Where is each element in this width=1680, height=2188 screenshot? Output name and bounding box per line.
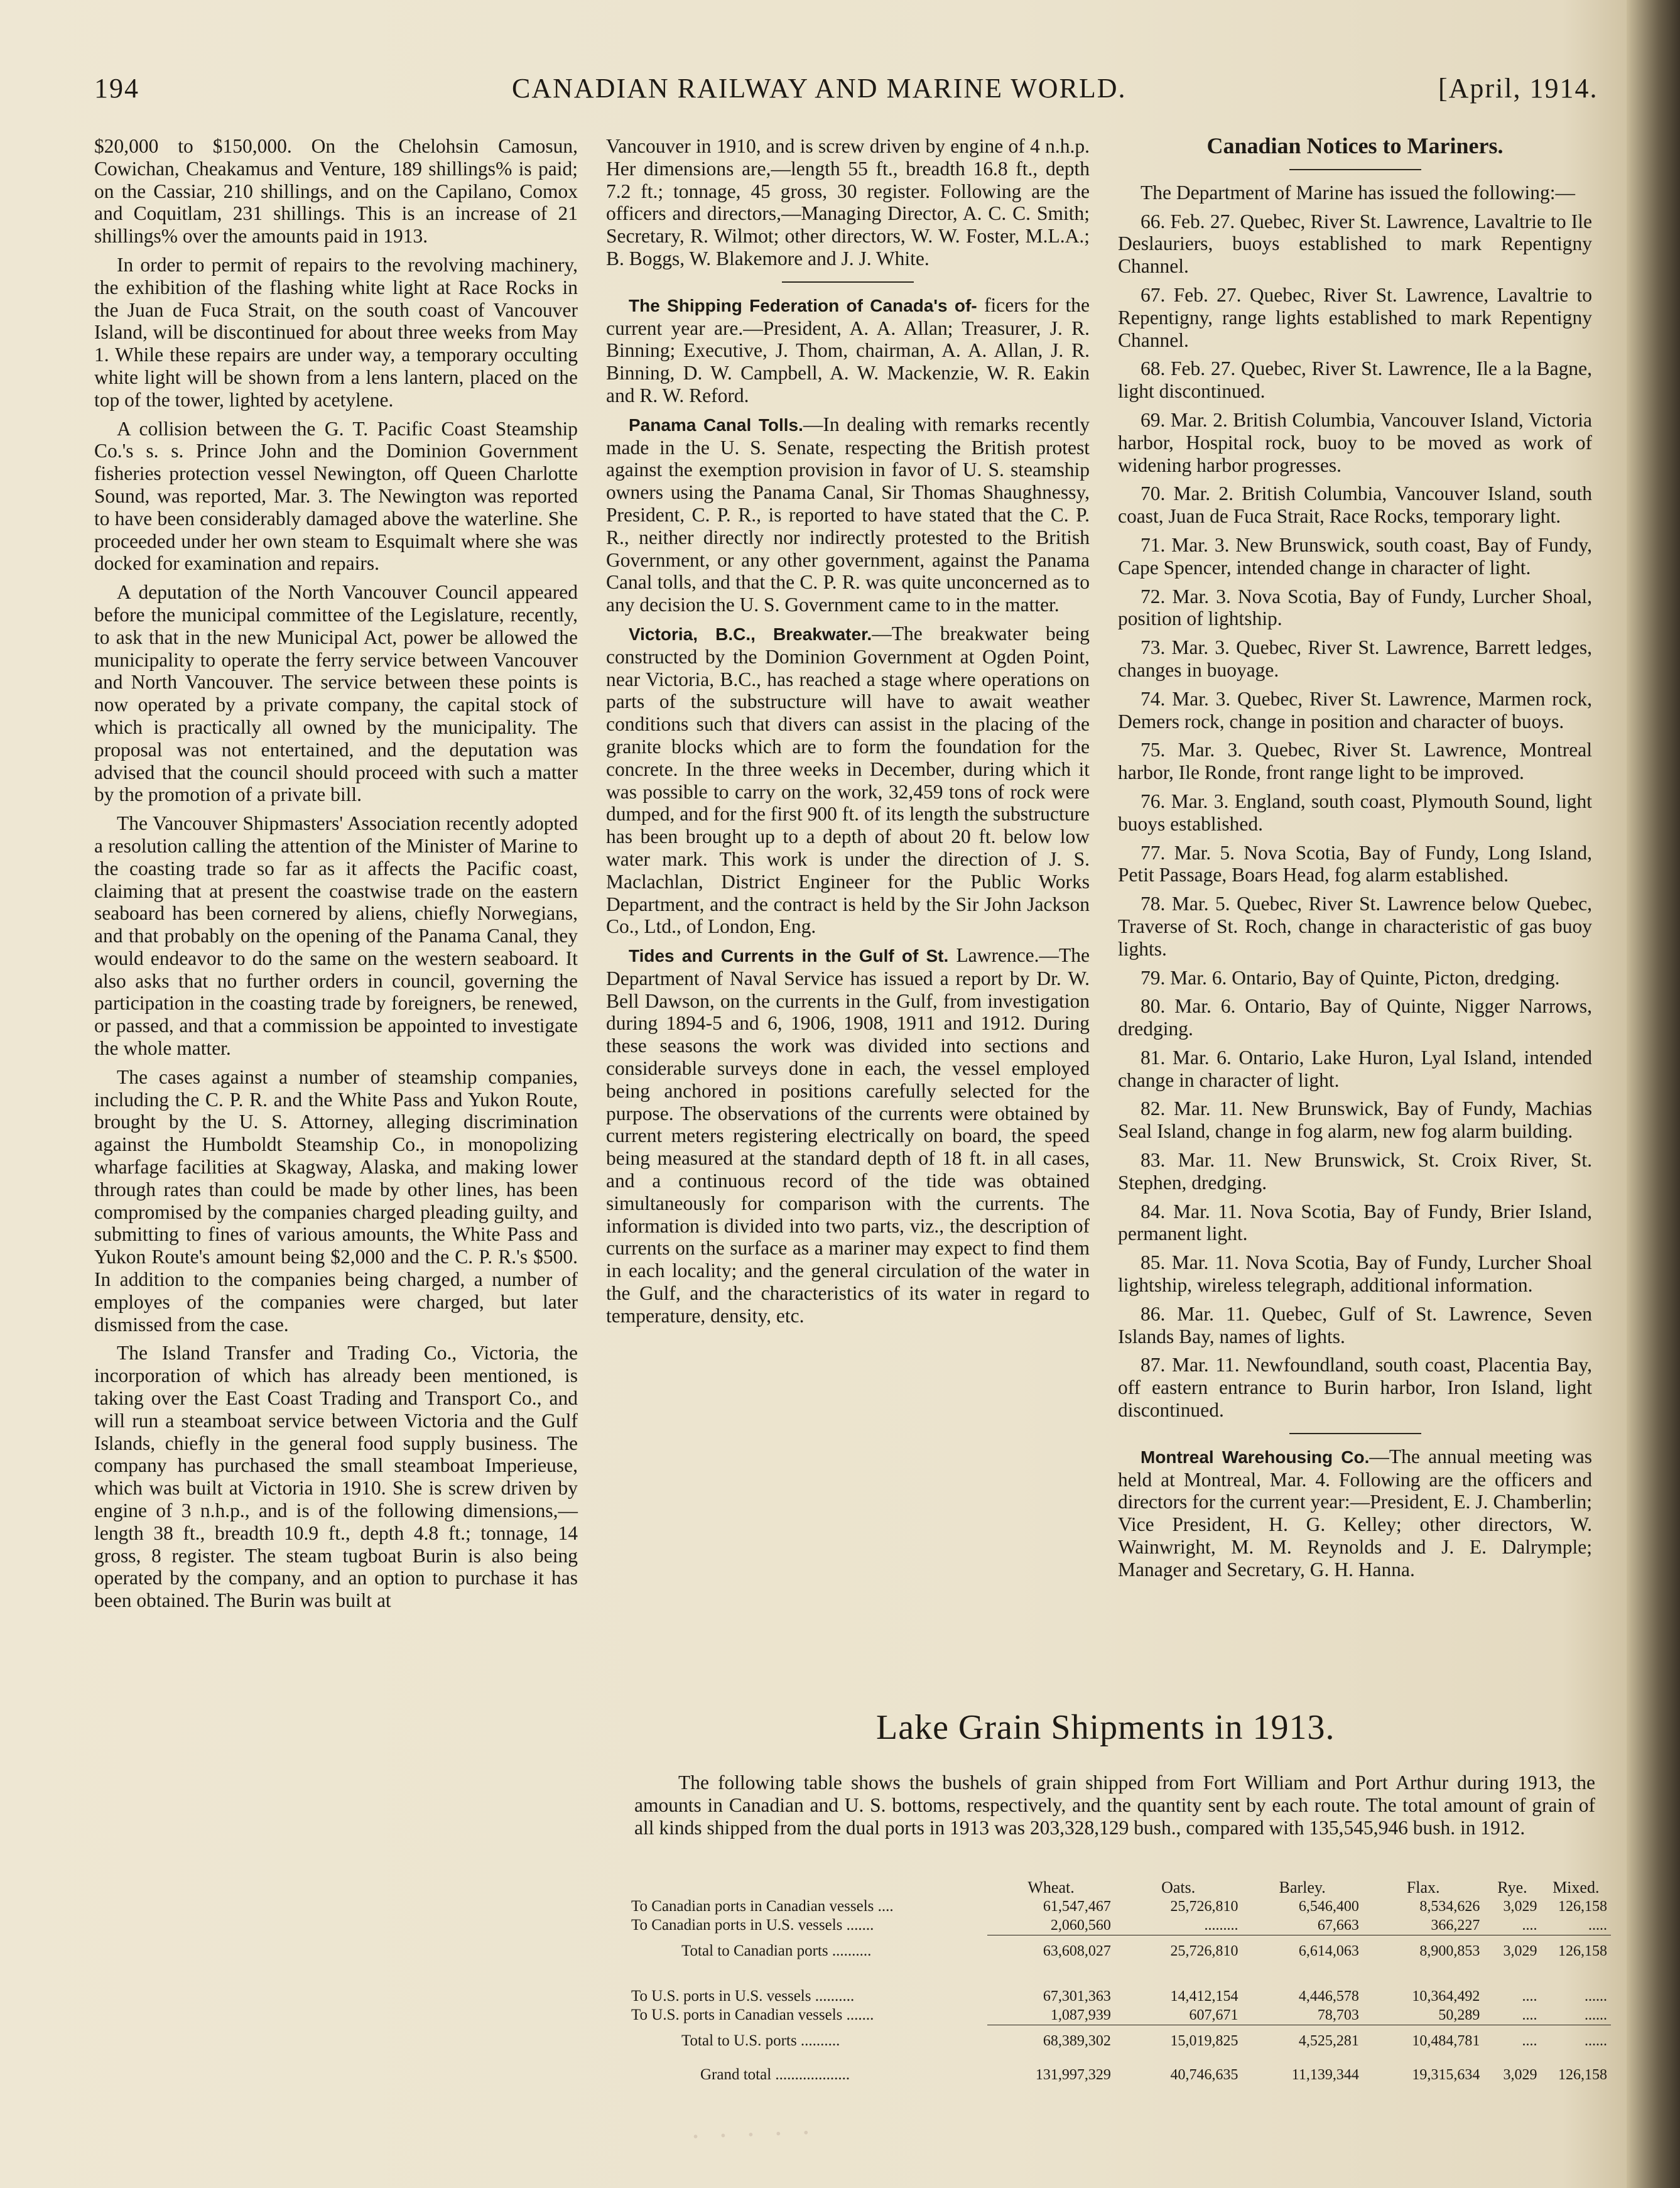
table-row	[631, 1987, 1611, 2006]
table-cell: 10,364,492	[1412, 1988, 1480, 2005]
table-cell: 131,997,329	[1035, 2067, 1111, 2083]
notice-item: 68. Feb. 27. Quebec, River St. Lawrence, Ile a la Bagne, light discontinued.	[1118, 357, 1592, 403]
paragraph: The Island Transfer and Trading Co., Victoria, the incorporation of which has already been mentioned, is taking over the East Coast Trading and Transport Co., and will run a steamboat service between Victoria and the Gulf Islands, chiefly in the general food supply business. The company has purchased the small steamboat Imperieuse, which was built at Victoria in 1910. She is screw driven by engine of 3 n.h.p., and is of the following dimensions,—length 38 ft., breadth 10.9 ft., depth 4.8 ft.; tonnage, 14 gross, 8 register. The steam tugboat Burin is also being operated by the company, and an option to purchase it has been obtained. The Burin was built at	[94, 1342, 578, 1612]
row-label: Total to Canadian ports ..........	[681, 1942, 872, 1959]
table-cell: 126,158	[1558, 1943, 1607, 1959]
table-cell: 19,315,634	[1412, 2067, 1480, 2083]
table-row	[631, 1916, 1611, 1935]
table-cell: ......	[1585, 2033, 1607, 2049]
notice-item: 81. Mar. 6. Ontario, Lake Huron, Lyal Island, intended change in character of light.	[1118, 1046, 1592, 1091]
table-cell: 1,087,939	[987, 2006, 1115, 2025]
table-cell: .....	[1541, 1916, 1611, 1935]
tides-paragraph: Tides and Currents in the Gulf of St. Lawrence.—The Department of Naval Service has issued a report by Dr. W. Bell Dawson, on the currents in the Gulf, from investigation during 1894-5 and 6, 1906, 1908, 1911 and 1912. During these seasons the work was divided into sections and considerable surveys done in each, the vessel employed being anchored in positions carefully selected for the purpose. The observations of the currents were obtained by current meters registering electrically on board, the speed being measured at the standard depth of 18 ft. in all cases, and a continuous record of the tide was obtained simultaneously for comparison with the currents. The information is divided into two parts, viz., the description of currents on the surface as a mariner may expect to find them in each locality; and the general circulation of the water in the Gulf, and the characteristics of its water in regard to temperature, density, etc.	[606, 944, 1090, 1327]
table-cell: 25,726,810	[1170, 1943, 1238, 1959]
notice-item: 86. Mar. 11. Quebec, Gulf of St. Lawrence, Seven Islands Bay, names of lights.	[1118, 1302, 1592, 1347]
panama-paragraph: Panama Canal Tolls.—In dealing with remarks recently made in the U. S. Senate, respecting the British protest against the exemption provision in favor of U. S. steamship owners using the Panama Canal, Sir Thomas Shaughnessy, President, C. P. R., is reported to have stated that the C. P. R., neither directly nor indirectly protested to the British Government, or any other government, against the Panama Canal tolls, and that the C. P. R. was quite unconcerned as to any decision the U. S. Government came to in the matter.	[606, 413, 1090, 616]
table-cell: 6,546,400	[1298, 1898, 1359, 1915]
table-cell: 25,726,810	[1170, 1898, 1238, 1915]
notice-item: 72. Mar. 3. Nova Scotia, Bay of Fundy, Lurcher Shoal, position of lightship.	[1118, 585, 1592, 630]
table-cell: 67,663	[1242, 1916, 1362, 1935]
table-cell: 8,534,626	[1419, 1898, 1480, 1915]
publication-title: CANADIAN RAILWAY AND MARINE WORLD.	[512, 73, 1127, 104]
table-cell: 4,446,578	[1298, 1988, 1359, 2005]
table-cell: 10,484,781	[1412, 2033, 1480, 2049]
table-cell: 63,608,027	[1043, 1943, 1111, 1959]
notice-item: 78. Mar. 5. Quebec, River St. Lawrence below Quebec, Traverse of St. Roch, change in characteristic of gas buoy lights.	[1118, 893, 1592, 960]
table-cell: 3,029	[1503, 1943, 1537, 1959]
paragraph: The cases against a number of steamship companies, including the C. P. R. and the White Pass and Yukon Route, brought by the U. S. Attorney, alleging discrimination against the Humboldt Steamship Co., in monopolizing wharfage facilities at Skagway, Alaska, and making lower through rates than could be made by other lines, has been compromised by the companies charged pleading guilty, and submitting to fines of various amounts, the White Pass and Yukon Route's amount being $2,000 and the C. P. R.'s $500. In addition to the companies being charged, a number of employes of the companies were charged, but later dismissed from the case.	[94, 1065, 578, 1336]
notice-item: 82. Mar. 11. New Brunswick, Bay of Fundy, Machias Seal Island, change in fog alarm, new fog alarm building.	[1118, 1097, 1592, 1143]
paragraph: Vancouver in 1910, and is screw driven by engine of 4 n.h.p. Her dimensions are,—length 55 ft., breadth 16.8 ft., depth 7.2 ft.; tonnage, 45 gross, 30 register. Following are the officers and directors,—Managing Director, A. C. C. Smith; Secretary, R. Wilmot; other directors, W. W. Foster, M.L.A.; B. Boggs, W. Blakemore and J. J. White.	[606, 135, 1090, 269]
grain-table	[631, 1878, 1611, 2093]
notice-item: 77. Mar. 5. Nova Scotia, Bay of Fundy, Long Island, Petit Passage, Boars Head, fog alarm established.	[1118, 841, 1592, 886]
paragraph: A collision between the G. T. Pacific Coast Steamship Co.'s s. s. Prince John and the Dominion Government fisheries protection vessel Newington, off Queen Charlotte Sound, was reported, Mar. 3. The Newington was reported to have been considerably damaged above the waterline. She proceeded under her own steam to Esquimalt where she was docked for examination and repairs.	[94, 417, 578, 575]
issue-date: [April, 1914.	[1438, 73, 1598, 104]
table-cell: 50,289	[1363, 2006, 1483, 2025]
table-cell: ......	[1585, 1988, 1607, 2005]
column-1	[94, 135, 578, 1618]
notice-item: 73. Mar. 3. Quebec, River St. Lawrence, Barrett ledges, changes in buoyage.	[1118, 636, 1592, 681]
page-edge-shadow	[1627, 0, 1680, 2188]
table-cell: 61,547,467	[1043, 1898, 1111, 1915]
notices-heading: Canadian Notices to Mariners.	[1206, 133, 1504, 158]
column-header: Wheat.	[1027, 1878, 1075, 1897]
table-cell: 126,158	[1558, 2067, 1607, 2083]
column-header: Oats.	[1161, 1878, 1196, 1897]
notice-item: 84. Mar. 11. Nova Scotia, Bay of Fundy, Brier Island, permanent light.	[1118, 1200, 1592, 1245]
notice-item: 76. Mar. 3. England, south coast, Plymouth Sound, light buoys established.	[1118, 790, 1592, 835]
table-cell: 607,671	[1115, 2006, 1242, 2025]
victoria-paragraph: Victoria, B.C., Breakwater.—The breakwater being constructed by the Dominion Government at Ogden Point, near Victoria, B.C., has reached a stage where operations on parts of the substructure will have to await weather conditions such that divers can assist in the placing of the granite blocks which are to form the foundation for the concrete. In the three weeks in December, during which it was possible to carry on the work, 32,459 tons of rock were dumped, and for the first 900 ft. of its length the substructure has been brought up to a depth of about 20 ft. below low water mark. This work is under the direction of J. S. Maclachlan, District Engineer for the Public Works Department, and the contract is held by the Sir John Jackson Co., Ltd., of London, Eng.	[606, 622, 1090, 938]
table-row	[631, 2059, 1611, 2093]
row-label: To Canadian ports in Canadian vessels ....	[631, 1898, 894, 1915]
column-header: Flax.	[1406, 1878, 1440, 1897]
table-header-row	[631, 1878, 1611, 1897]
notice-item: 79. Mar. 6. Ontario, Bay of Quinte, Picton, dredging.	[1141, 966, 1560, 989]
notice-item: 69. Mar. 2. British Columbia, Vancouver Island, Victoria harbor, Hospital rock, buoy to be moved as work of widening harbor progresses.	[1118, 408, 1592, 476]
notice-item: 66. Feb. 27. Quebec, River St. Lawrence, Lavaltrie to Ile Deslauriers, buoys established to mark Repentigny Channel.	[1118, 210, 1592, 278]
table-cell: .........	[1115, 1916, 1242, 1935]
table-cell: ......	[1541, 2006, 1611, 2025]
table-cell: 126,158	[1558, 1898, 1607, 1915]
table-row	[631, 1897, 1611, 1916]
table-cell: 2,060,560	[987, 1916, 1115, 1935]
column-header: Barley.	[1279, 1878, 1326, 1897]
table-cell: 8,900,853	[1419, 1943, 1480, 1959]
table-cell: 6,614,063	[1298, 1943, 1359, 1959]
column-2	[606, 135, 1090, 1334]
paragraph: A deputation of the North Vancouver Council appeared before the municipal committee of the Legislature, recently, to ask that in the new Municipal Act, power be allowed the municipality to operate the ferry service between Vancouver and North Vancouver. The service between these points is now operated by a private company, the capital stock of which is practically all owned by the municipality. The proposal was not entertained, and the deputation was advised that the council should proceed with such a matter by the promotion of a private bill.	[94, 581, 578, 806]
paragraph: $20,000 to $150,000. On the Chelohsin Camosun, Cowichan, Cheakamus and Venture, 189 shillings% is paid; on the Cassiar, 210 shillings, and on the Capilano, Comox and Coquitlam, 231 shillings. This is an increase of 21 shillings% over the amounts paid in 1913.	[94, 135, 578, 248]
table-cell: 4,525,281	[1298, 2033, 1359, 2049]
table-cell: 40,746,635	[1170, 2067, 1238, 2083]
row-label: Grand total ...................	[700, 2066, 850, 2083]
column-header: Mixed.	[1553, 1878, 1600, 1897]
table-spacer	[631, 1969, 1611, 1987]
table-cell: 67,301,363	[1043, 1988, 1111, 2005]
table-cell: 3,029	[1503, 2067, 1537, 2083]
notice-item: 71. Mar. 3. New Brunswick, south coast, Bay of Fundy, Cape Spencer, intended change in character of light.	[1118, 533, 1592, 579]
row-label: To U.S. ports in Canadian vessels .......	[631, 2006, 874, 2024]
table-cell: ....	[1522, 2033, 1537, 2049]
table-cell: 15,019,825	[1170, 2033, 1238, 2049]
montreal-paragraph: Montreal Warehousing Co.—The annual meeting was held at Montreal, Mar. 4. Following are the officers and directors for the current year:—President, E. J. Chamberlin; Vice President, H. G. Kelley; other directors, W. Wainwright, M. M. Reynolds and J. E. Dalrymple; Manager and Secretary, G. H. Hanna.	[1118, 1445, 1592, 1581]
divider	[1289, 1433, 1421, 1434]
table-cell: 68,389,302	[1043, 2033, 1111, 2049]
notice-item: 75. Mar. 3. Quebec, River St. Lawrence, Montreal harbor, Ile Ronde, front range light to be improved.	[1118, 739, 1592, 784]
notice-item: 85. Mar. 11. Nova Scotia, Bay of Fundy, Lurcher Shoal lightship, wireless telegraph, additional information.	[1118, 1251, 1592, 1297]
notice-item: 80. Mar. 6. Ontario, Bay of Quinte, Nigger Narrows, dredging.	[1118, 995, 1592, 1040]
divider	[1289, 169, 1421, 170]
row-label: Total to U.S. ports ..........	[681, 2032, 840, 2049]
page-number: 194	[94, 73, 139, 104]
table-cell: 3,029	[1503, 1898, 1537, 1915]
grain-section-title: Lake Grain Shipments in 1913.	[876, 1708, 1335, 1747]
table-row	[631, 2025, 1611, 2060]
table-cell: ....	[1483, 1916, 1541, 1935]
notice-item: 74. Mar. 3. Quebec, River St. Lawrence, Marmen rock, Demers rock, change in position and character of buoys.	[1118, 687, 1592, 732]
grain-intro: The following table shows the bushels of grain shipped from Fort William and Port Arthur during 1913, the amounts in Canadian and U. S. bottoms, respectively, and the quantity sent by each route. The total amount of grain of all kinds shipped from the dual ports in 1913 was 203,328,129 bush., compared with 135,545,946 bush. in 1912.	[634, 1772, 1595, 1839]
column-header: Rye.	[1497, 1878, 1527, 1897]
table-row	[631, 1935, 1611, 1970]
paragraph: In order to permit of repairs to the revolving machinery, the exhibition of the flashing white light at Race Rocks in the Juan de Fuca Strait, on the south coast of Vancouver Island, will be discontinued for about three weeks from May 1. While these repairs are under way, a temporary occulting white light will be shown from a lens lantern, placed on the top of the tower, lighted by acetylene.	[94, 253, 578, 411]
notices-list	[1118, 210, 1592, 1422]
faint-stamp-mark: . . . . .	[690, 2108, 816, 2145]
divider	[782, 281, 914, 283]
table-cell: 14,412,154	[1170, 1988, 1238, 2005]
notice-item: 70. Mar. 2. British Columbia, Vancouver Island, south coast, Juan de Fuca Strait, Race Rocks, temporary light.	[1118, 482, 1592, 528]
table-row	[631, 2006, 1611, 2025]
notice-item: 67. Feb. 27. Quebec, River St. Lawrence, Lavaltrie to Repentigny, range lights established to mark Repentigny Channel.	[1118, 283, 1592, 351]
table-cell: 78,703	[1242, 2006, 1362, 2025]
table-cell: 366,227	[1363, 1916, 1483, 1935]
row-label: To Canadian ports in U.S. vessels .......	[631, 1917, 874, 1934]
table-cell: ....	[1522, 1988, 1537, 2005]
row-label: To U.S. ports in U.S. vessels ..........	[631, 1988, 855, 2005]
shipping-federation-paragraph: The Shipping Federation of Canada's of- ficers for the current year are.—President, A. A. Allan; Treasurer, J. R. Binning; Executive, J. Thom, chairman, A. A. Allan, J. R. Binning, D. W. Campbell, A. W. Mackenzie, W. R. Eakin and R. W. Reford.	[606, 293, 1090, 406]
table-cell: 11,139,344	[1291, 2067, 1359, 2083]
paragraph: The Vancouver Shipmasters' Association recently adopted a resolution calling the attention of the Minister of Marine to the coasting trade so far as it affects the Pacific coast, claiming that at present the coastwise trade on the eastern seaboard has been cornered by aliens, chiefly Norwegians, and that probably on the opening of the Panama Canal, they would endeavor to do the same on the western seaboard. It also asks that no further orders in council, governing the participation in the coasting trade by foreigners, be renewed, or passed, and that a commission be appointed to investigate the whole matter.	[94, 812, 578, 1060]
notice-item: 83. Mar. 11. New Brunswick, St. Croix River, St. Stephen, dredging.	[1118, 1149, 1592, 1194]
column-3	[1118, 135, 1592, 1587]
notice-item: 87. Mar. 11. Newfoundland, south coast, Placentia Bay, off eastern entrance to Burin harbor, Iron Island, light discontinued.	[1118, 1354, 1592, 1422]
notices-intro: The Department of Marine has issued the following:—	[1141, 181, 1575, 204]
table-cell: ....	[1483, 2006, 1541, 2025]
